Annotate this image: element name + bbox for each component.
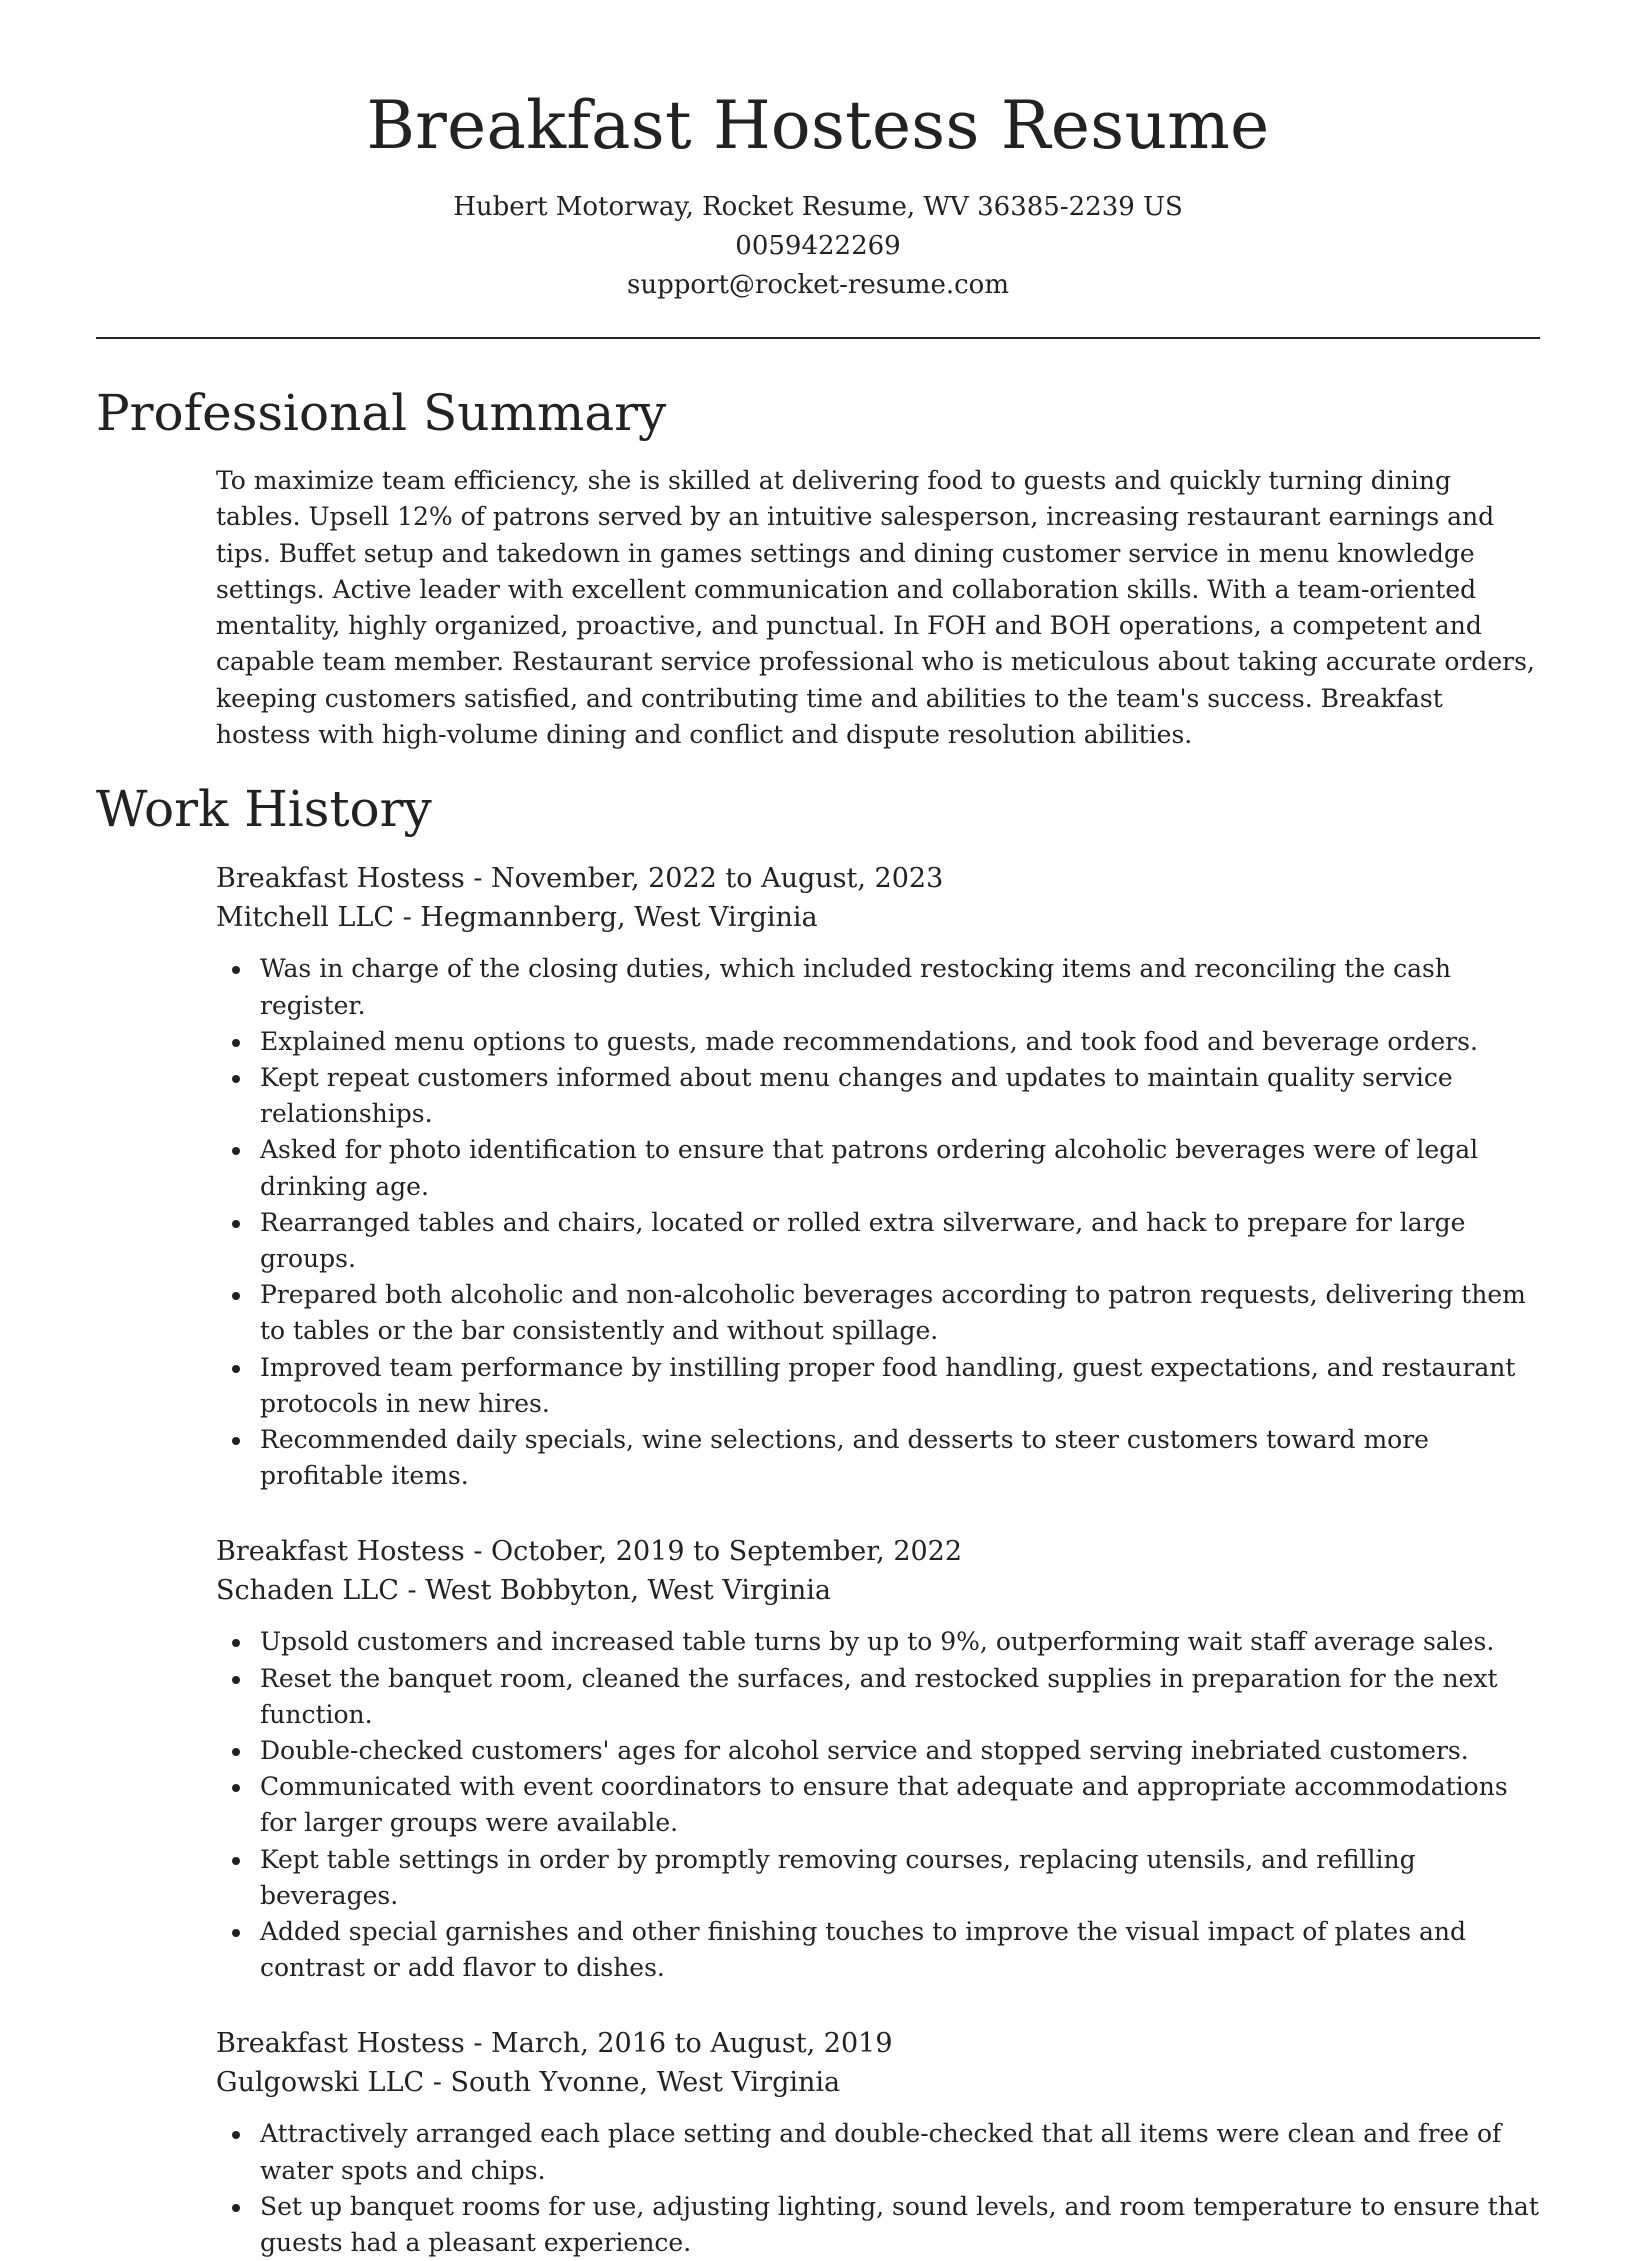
job-title-dates: Breakfast Hostess - October, 2019 to September, 2022	[216, 1536, 963, 1568]
job-entry	[216, 2024, 1540, 2261]
duty-item: Improved team performance by instilling proper food handling, guest expectations, and restaurant protocols in new hires.	[216, 1350, 1540, 1422]
contact-email: support@rocket-resume.com	[626, 270, 1009, 300]
contact-address: Hubert Motorway, Rocket Resume, WV 36385-2239 US	[453, 192, 1183, 222]
summary-heading: Professional Summary	[96, 384, 667, 442]
resume-title: Breakfast Hostess Resume	[366, 87, 1270, 164]
header-divider	[96, 337, 1540, 339]
contact-phone: 0059422269	[735, 231, 901, 261]
job-title-dates: Breakfast Hostess - March, 2016 to August, 2019	[216, 2028, 893, 2060]
duty-item: Rearranged tables and chairs, located or rolled extra silverware, and hack to prepare for large groups.	[216, 1205, 1540, 1277]
duty-item: Upsold customers and increased table turns by up to 9%, outperforming wait staff average sales.	[216, 1624, 1540, 1660]
job-entry	[216, 1532, 1540, 1986]
work-history-list	[216, 859, 1540, 2261]
duty-item: Added special garnishes and other finishing touches to improve the visual impact of plates and contrast or add flavor to dishes.	[216, 1914, 1540, 1986]
job-company-location: Schaden LLC - West Bobbyton, West Virginia	[216, 1575, 831, 1607]
job-entry	[216, 859, 1540, 1494]
duty-item: Kept table settings in order by promptly removing courses, replacing utensils, and refilling beverages.	[216, 1842, 1540, 1914]
duty-item: Was in charge of the closing duties, which included restocking items and reconciling the cash register.	[216, 951, 1540, 1023]
job-company-location: Gulgowski LLC - South Yvonne, West Virginia	[216, 2067, 841, 2099]
duty-item: Attractively arranged each place setting and double-checked that all items were clean and free of water spots and chips.	[216, 2116, 1540, 2188]
resume-page	[96, 0, 1540, 2261]
duty-item: Kept repeat customers informed about menu changes and updates to maintain quality service relationships.	[216, 1060, 1540, 1132]
job-duties-list	[216, 2116, 1540, 2261]
job-duties-list	[216, 951, 1540, 1494]
duty-item: Double-checked customers' ages for alcohol service and stopped serving inebriated customers.	[216, 1733, 1540, 1769]
work-history-heading: Work History	[96, 780, 432, 839]
duty-item: Explained menu options to guests, made recommendations, and took food and beverage orders.	[216, 1024, 1540, 1060]
contact-block	[96, 188, 1540, 305]
duty-item: Reset the banquet room, cleaned the surfaces, and restocked supplies in preparation for the next function.	[216, 1661, 1540, 1733]
job-company-location: Mitchell LLC - Hegmannberg, West Virginia	[216, 902, 818, 934]
duty-item: Asked for photo identification to ensure that patrons ordering alcoholic beverages were of legal drinking age.	[216, 1132, 1540, 1204]
duty-item: Prepared both alcoholic and non-alcoholic beverages according to patron requests, delivering them to tables or the bar consistently and without spillage.	[216, 1277, 1540, 1349]
duty-item: Recommended daily specials, wine selections, and desserts to steer customers toward more profitable items.	[216, 1422, 1540, 1494]
summary-text: To maximize team efficiency, she is skilled at delivering food to guests and quickly turning dining tables. Upsell 12% of patrons served by an intuitive salesperson, increasing restaurant earnings and tips. Buffet setup and takedown in games settings and dining customer service in menu knowledge settings. Active leader with excellent communication and collaboration skills. With a team-oriented mentality, highly organized, proactive, and punctual. In FOH and BOH operations, a competent and capable team member. Restaurant service professional who is meticulous about taking accurate orders, keeping customers satisfied, and contributing time and abilities to the team's success. Breakfast hostess with high-volume dining and conflict and dispute resolution abilities.	[216, 466, 1535, 750]
duty-item: Set up banquet rooms for use, adjusting lighting, sound levels, and room temperature to ensure that guests had a pleasant experience.	[216, 2189, 1540, 2261]
job-title-dates: Breakfast Hostess - November, 2022 to August, 2023	[216, 863, 944, 895]
job-duties-list	[216, 1624, 1540, 1986]
duty-item: Communicated with event coordinators to ensure that adequate and appropriate accommodations for larger groups were available.	[216, 1769, 1540, 1841]
